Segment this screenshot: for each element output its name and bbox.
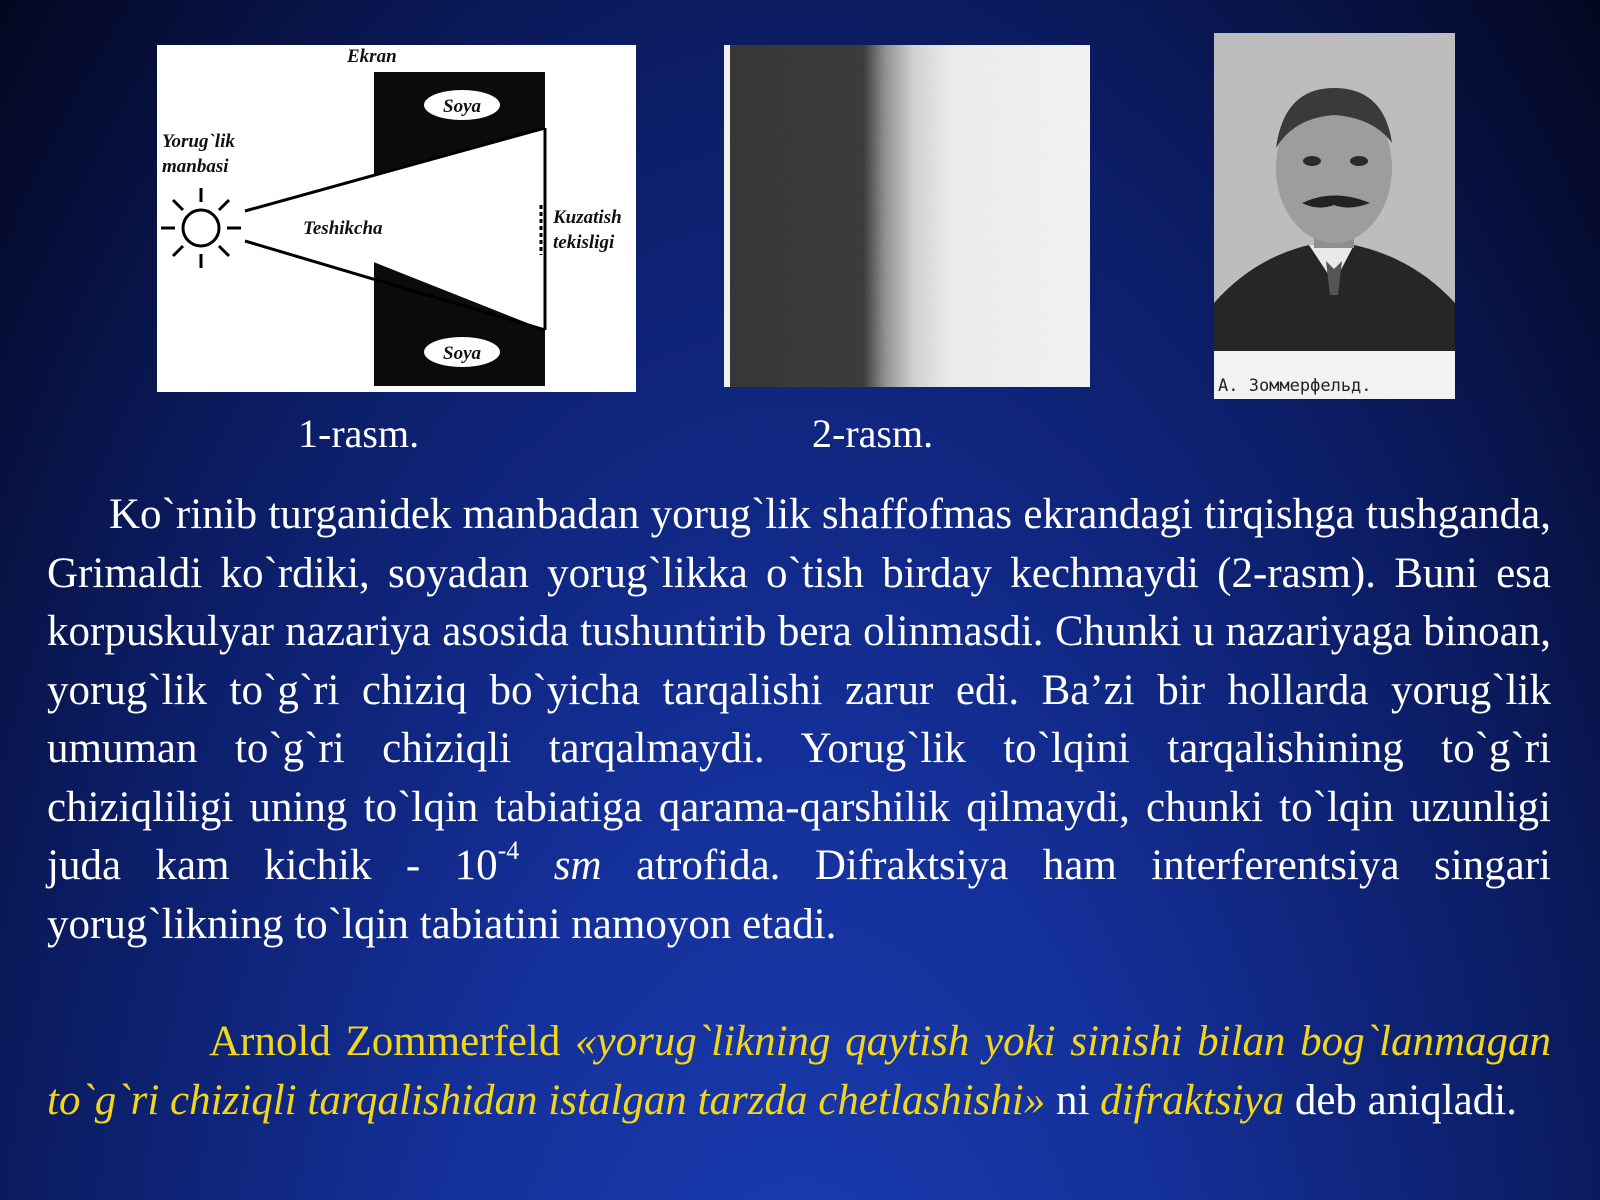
portrait-zommerfeld — [1214, 33, 1455, 399]
aperture-label: Teshikcha — [303, 218, 383, 239]
ni-word: ni — [1045, 1076, 1101, 1124]
definition-paragraph — [47, 1013, 1551, 1130]
shadow-diagram — [157, 45, 636, 392]
plane-label-1: Kuzatish — [553, 207, 622, 228]
paragraph-text-end: atrofida. Difraktsiya ham interferentsiya singari yorug`likning to`lqin tabiatini namoyon etadi. — [47, 842, 1551, 948]
sun-icon — [161, 188, 241, 268]
author-name: Arnold Zommerfeld — [209, 1018, 575, 1065]
unit: sm — [553, 842, 602, 889]
term-difraktsiya: difraktsiya — [1100, 1076, 1285, 1124]
figure-2-caption: 2-rasm. — [812, 411, 934, 456]
portrait-caption: А. Зоммерфельд. — [1218, 376, 1372, 396]
main-paragraph — [47, 486, 1551, 954]
source-label-2: manbasi — [162, 156, 229, 177]
definition-ending: deb aniqladi. — [1284, 1076, 1517, 1124]
portrait-image — [1214, 33, 1455, 399]
screen-label: Ekran — [347, 46, 397, 67]
shadow-top-label: Soya — [443, 96, 481, 117]
figure-2-diffraction-photo — [724, 45, 1090, 387]
shadow-bottom-label: Soya — [443, 343, 481, 364]
plane-label-2: tekisligi — [553, 232, 615, 253]
source-label-1: Yorug`lik — [162, 131, 235, 152]
figure-1-diagram — [157, 45, 636, 392]
paragraph-text: Ko`rinib turganidek manbadan yorug`lik shaffofmas ekrandagi tirqishga tushganda, Grimaldi ko`rdiki, soyadan yorug`likka o`tish birday kechmaydi (2-rasm). Buni esa korpuskulyar nazariya asosida tushuntirib bera olinmasdi. Chunki u nazariyaga binoan, yorug`lik to`g`ri chiziq bo`yicha tarqalishi zarur edi. Ba’zi bir hollarda yorug`lik umuman to`g`ri chiziqli tarqalmaydi. Yorug`lik to`lqini tarqalishining to`g`ri chiziqliligi uning to`lqin tabiatiga qarama-qarshilik qilmaydi, chunki to`lqin uzunligi juda kam kichik - 10 — [47, 491, 1551, 889]
diffraction-edge-image — [724, 45, 1090, 387]
definition-quote: «yorug`likning qaytish yoki sinishi bilan bog`lanmagan to`g`ri chiziqli tarqalishidan istalgan tarzda chetlashishi» — [47, 1018, 1551, 1124]
exponent: -4 — [497, 836, 520, 865]
figure-1-caption: 1-rasm. — [298, 411, 420, 456]
